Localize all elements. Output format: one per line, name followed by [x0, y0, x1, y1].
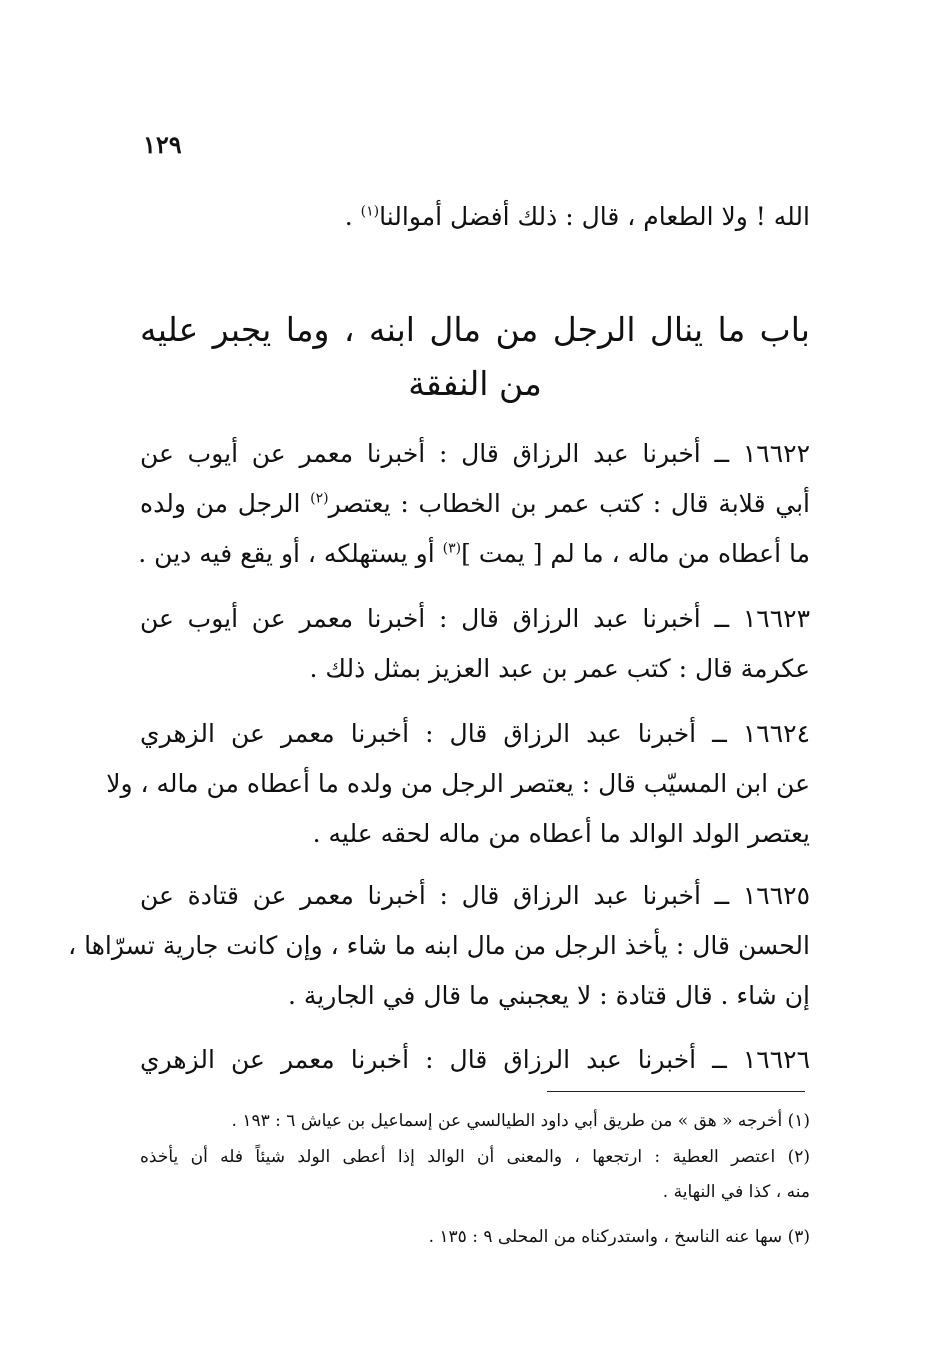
line-text: ما أعطاه من ماله ، ما لم [ يمت ] — [461, 539, 810, 568]
entry-16625-line-2: الحسن قال : يأخذ الرجل من مال ابنه ما شاء ، وإن كانت جارية تسرّاها ، — [68, 931, 810, 960]
footnote-2-continuation: منه ، كذا في النهاية . — [662, 1182, 810, 1202]
entry-16623-line-1: ١٦٦٢٣ ــ أخبرنا عبد الرزاق قال : أخبرنا معمر عن أيوب عن — [140, 604, 810, 633]
chapter-title-line-2: من النفقة — [408, 364, 542, 403]
footnote-2: (٢) اعتصر العطية : ارتجعها ، والمعنى أن الوالد إذا أعطى الولد شيئاً فله أن يأخذه — [140, 1147, 810, 1167]
entry-16623-line-2: عكرمة قال : كتب عمر بن عبد العزيز بمثل ذلك . — [309, 654, 810, 683]
footnote-1: (١) أخرجه « هق » من طريق أبي داود الطيالسي عن إسماعيل بن عياش ٦ : ١٩٣ . — [231, 1111, 810, 1131]
entry-16624-line-1: ١٦٦٢٤ ــ أخبرنا عبد الرزاق قال : أخبرنا معمر عن الزهري — [140, 719, 810, 748]
footnote-ref-2: (٢) — [310, 490, 329, 507]
footnote-divider — [547, 1091, 805, 1092]
entry-16622-line-1: ١٦٦٢٢ ــ أخبرنا عبد الرزاق قال : أخبرنا معمر عن أيوب عن — [140, 439, 810, 468]
page-number: ١٢٩ — [143, 130, 182, 159]
line-text: أو يستهلكه ، أو يقع فيه دين . — [138, 539, 443, 568]
intro-text: الله ! ولا الطعام ، قال : ذلك أفضل أموالنا — [379, 202, 810, 231]
entry-16624-line-3: يعتصر الولد الوالد ما أعطاه من ماله لحقه عليه . — [312, 819, 810, 848]
footnote-3: (٣) سها عنه الناسخ ، واستدركناه من المحلى ٩ : ١٣٥ . — [428, 1227, 810, 1247]
chapter-title-line-1: باب ما ينال الرجل من مال ابنه ، وما يجبر عليه — [140, 310, 810, 349]
entry-16622-line-2 — [140, 488, 810, 520]
line-text: أبي قلابة قال : كتب عمر بن الخطاب : يعتصر — [328, 489, 810, 518]
footnote-ref-1: (١) — [360, 203, 380, 220]
entry-16625-line-1: ١٦٦٢٥ ــ أخبرنا عبد الرزاق قال : أخبرنا معمر عن قتادة عن — [140, 881, 810, 910]
intro-line — [345, 201, 810, 233]
entry-16624-line-2: عن ابن المسيّب قال : يعتصر الرجل من ولده ما أعطاه من ماله ، ولا — [106, 769, 810, 798]
entry-16622-line-3 — [138, 538, 810, 570]
line-text: الرجل من ولده — [140, 489, 311, 518]
entry-16625-line-3: إن شاء . قال قتادة : لا يعجبني ما قال في الجارية . — [288, 981, 810, 1010]
entry-16626-line-1: ١٦٦٢٦ ــ أخبرنا عبد الرزاق قال : أخبرنا معمر عن الزهري — [140, 1045, 810, 1074]
footnote-ref-3: (٣) — [442, 540, 462, 557]
intro-end: . — [344, 202, 361, 231]
